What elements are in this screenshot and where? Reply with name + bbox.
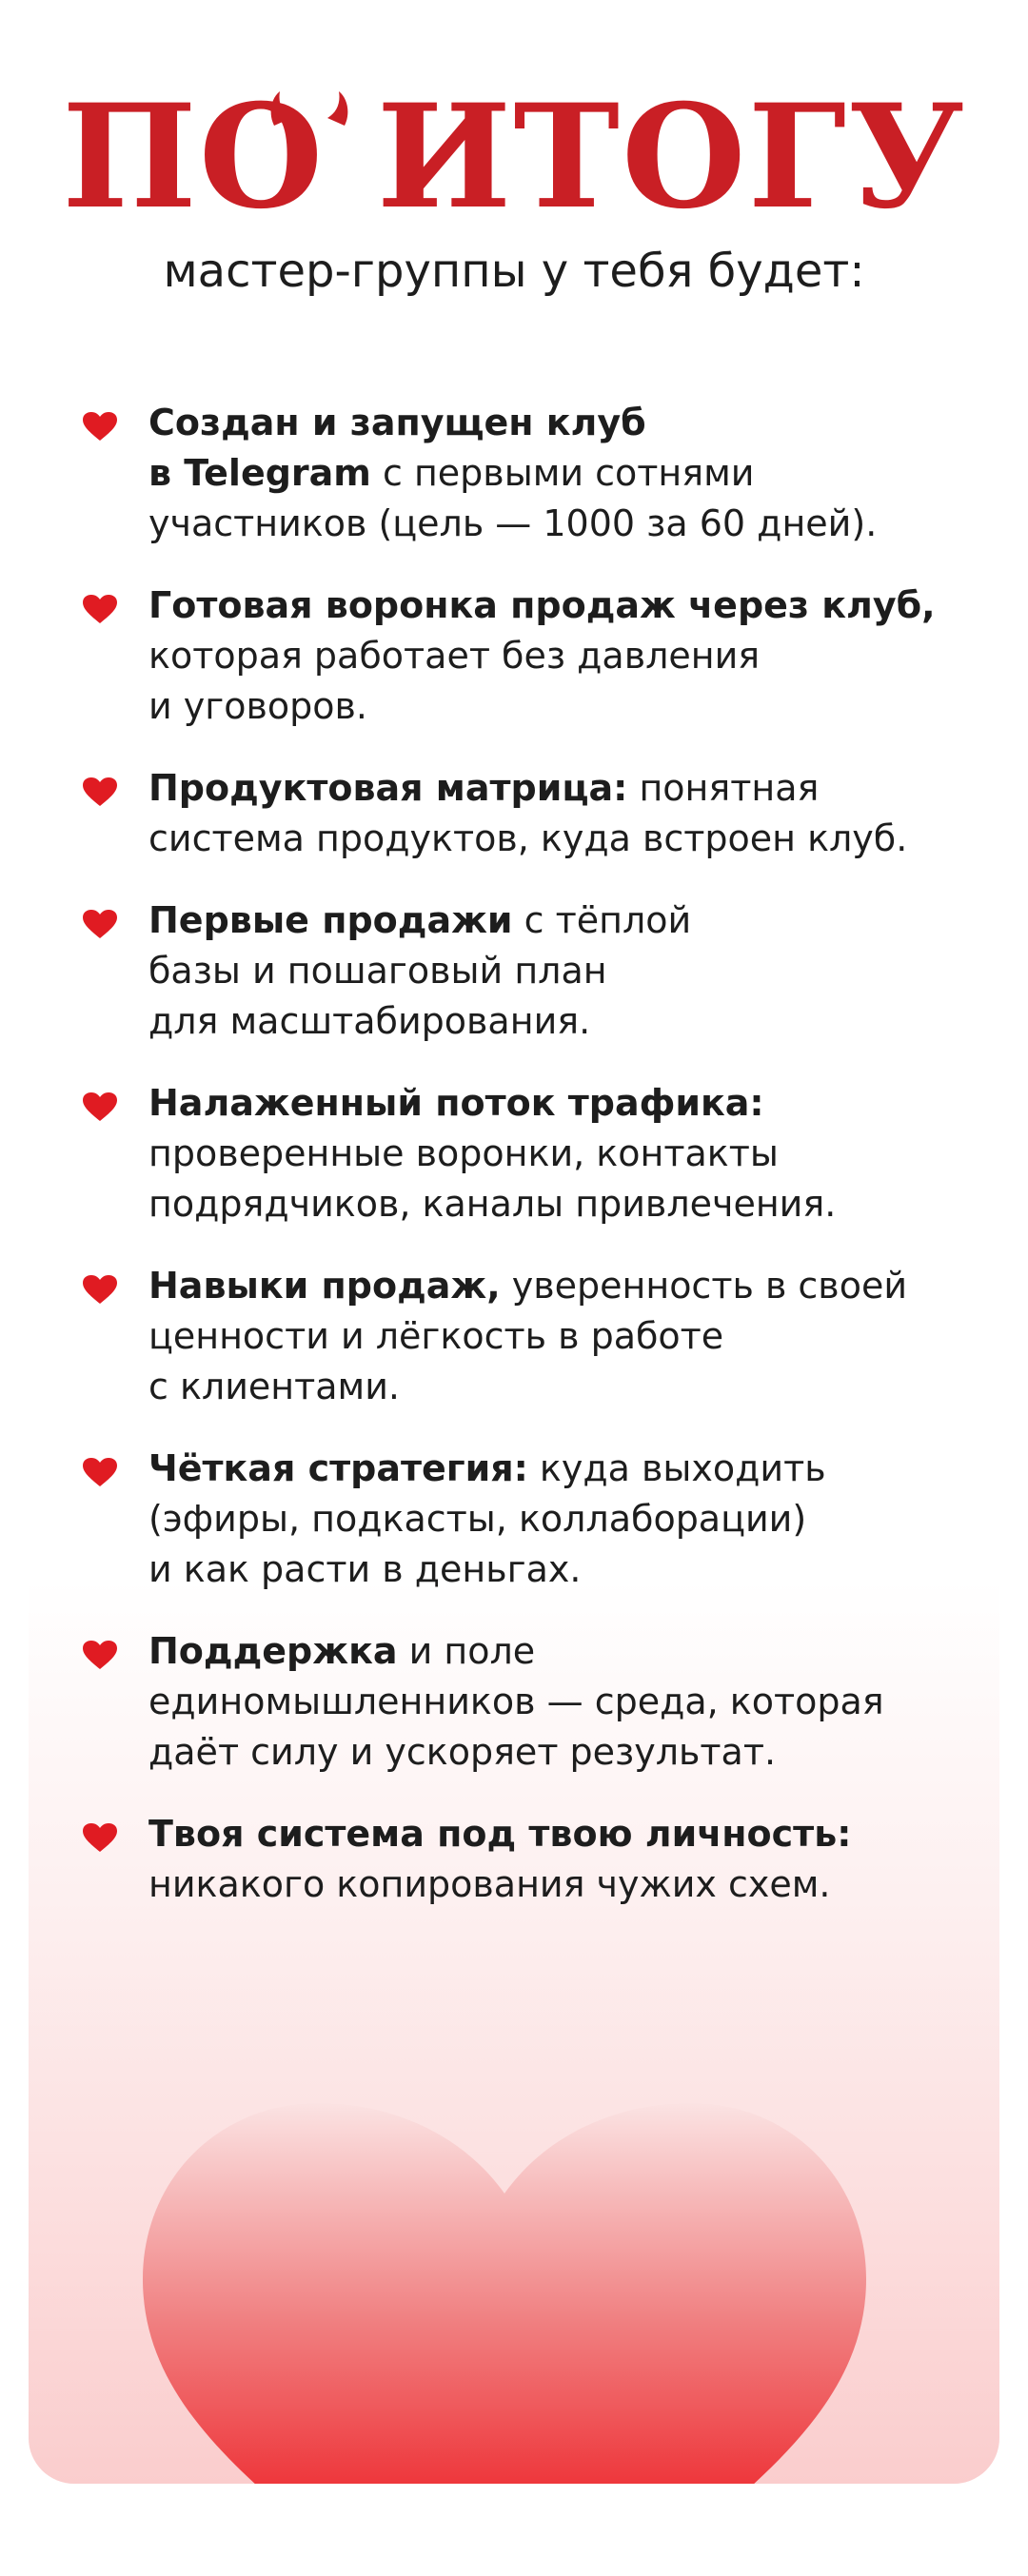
list-item xyxy=(82,1078,967,1229)
big-heart-graphic xyxy=(143,2103,866,2484)
page-title: ПО ИТОГУ xyxy=(62,73,966,241)
list-item xyxy=(82,763,967,864)
list-item xyxy=(82,1626,967,1778)
heart-icon xyxy=(82,1822,118,1853)
item-text: куда выходить (эфиры, подкасты, коллаборации) и как расти в деньгах. xyxy=(148,1447,826,1590)
page-subtitle: мастер-группы у тебя будет: xyxy=(163,245,865,298)
item-bold-text: Навыки продаж, xyxy=(148,1265,501,1307)
heart-icon xyxy=(82,411,118,442)
item-text: которая работает без давления и уговоров. xyxy=(148,635,761,727)
item-bold-text: Налаженный поток трафика: xyxy=(148,1082,764,1124)
item-bold-text: Чёткая стратегия: xyxy=(148,1447,528,1489)
list-item xyxy=(82,398,967,549)
item-text: уверенность в своей ценности и лёгкость в работе с клиентами. xyxy=(148,1265,908,1407)
list-item xyxy=(82,580,967,732)
item-text: никакого копирования чужих схем. xyxy=(148,1863,831,1905)
heart-icon xyxy=(82,1274,118,1305)
item-text: с первыми сотнями участников (цель — 1000 за 60 дней). xyxy=(148,452,878,544)
item-bold-text: Первые продажи xyxy=(148,899,513,941)
heart-icon xyxy=(82,909,118,939)
heart-icon xyxy=(82,1091,118,1122)
list-item xyxy=(82,1809,967,1910)
heart-icon xyxy=(82,1457,118,1487)
heart-icon xyxy=(82,1640,118,1670)
item-text: проверенные воронки, контакты подрядчиков, каналы привлечения. xyxy=(148,1132,837,1225)
benefits-list xyxy=(82,398,967,1941)
item-text: с тёплой базы и пошаговый план для масштабирования. xyxy=(148,899,692,1042)
list-item xyxy=(82,1444,967,1595)
list-item xyxy=(82,895,967,1047)
item-bold-text: Готовая воронка продаж через клуб, xyxy=(148,584,936,626)
list-item xyxy=(82,1261,967,1412)
item-bold-text: Создан и запущен клуб в Telegram xyxy=(148,402,646,494)
item-bold-text: Твоя система под твою личность: xyxy=(148,1813,852,1855)
item-text: и поле единомышленников — среда, которая даёт силу и ускоряет результат. xyxy=(148,1630,884,1773)
item-bold-text: Поддержка xyxy=(148,1630,398,1672)
heart-icon xyxy=(82,594,118,624)
item-text: понятная система продуктов, куда встроен клуб. xyxy=(148,767,908,859)
heart-icon xyxy=(82,777,118,807)
item-bold-text: Продуктовая матрица: xyxy=(148,767,628,809)
